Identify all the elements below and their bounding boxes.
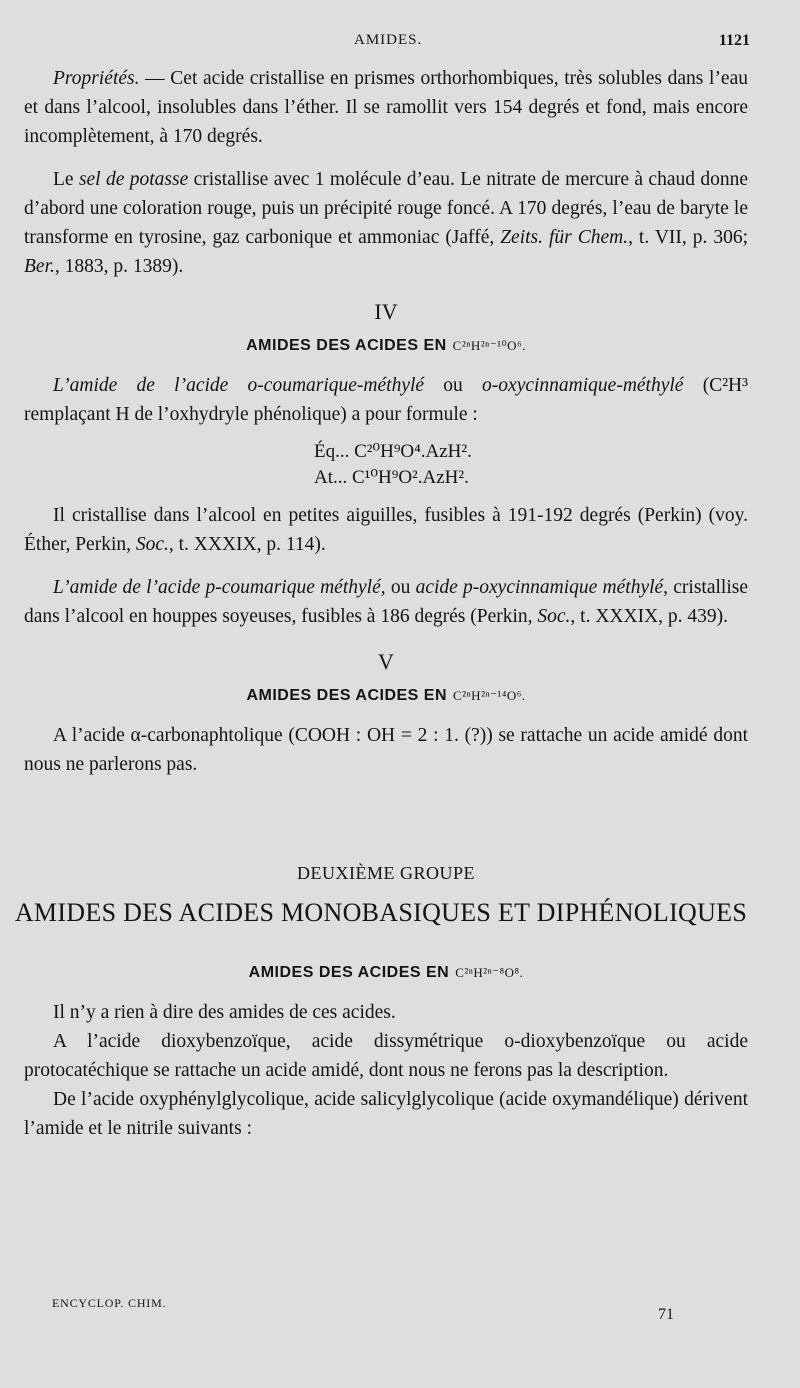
text-run: , t. VII, p. 306; bbox=[628, 227, 748, 248]
italic-term: L’amide de l’acide o-coumarique-méthylé bbox=[53, 375, 425, 396]
paragraph-properties bbox=[24, 64, 748, 151]
section-number-iv: IV bbox=[374, 299, 398, 324]
italic-term: sel de potasse bbox=[78, 169, 189, 190]
page-footer bbox=[52, 1296, 752, 1336]
italic-term: L’amide de l’acide p-coumarique méthylé, bbox=[53, 577, 386, 598]
running-title: AMIDES. bbox=[354, 32, 423, 48]
formula-block bbox=[314, 439, 748, 491]
section-title-v bbox=[24, 687, 748, 705]
journal-ref: Zeits. für Chem. bbox=[500, 227, 629, 248]
formula-atomic: At... C¹⁰H⁹O².AzH². bbox=[314, 467, 469, 488]
text-run: Le bbox=[53, 169, 79, 190]
text-run: (C²H³ remplaçant H de l’oxhydryle phénolique) a pour formule : bbox=[24, 375, 748, 425]
formula-equivalents: Éq... C²⁰H⁹O⁴.AzH². bbox=[314, 441, 472, 462]
page-header bbox=[0, 32, 800, 56]
paragraph-oxyphenylglycolic: De l’acide oxyphénylglycolique, acide salicylglycolique (acide oxymandélique) dérivent l’amide et le nitrile suivants : bbox=[24, 1089, 748, 1139]
paragraph-dioxybenzoic: A l’acide dioxybenzoïque, acide dissymétrique o-dioxybenzoïque ou acide protocatéchique se rattache un acide amidé, dont nous ne ferons pas la description. bbox=[24, 1031, 748, 1081]
paragraph-potash-salt bbox=[24, 165, 748, 281]
properties-lead: Propriétés. bbox=[53, 68, 140, 89]
page-body bbox=[14, 64, 748, 1143]
text-run: , t. XXXIX, p. 114). bbox=[168, 534, 326, 555]
group-label: DEUXIÈME GROUPE bbox=[297, 863, 475, 883]
paragraph-o-coumaric-amide bbox=[24, 371, 748, 429]
text-run: Il cristallise dans l’alcool en petites aiguilles, fusibles à 191-192 degrés (Perkin) (voy. Éther, Perkin, bbox=[24, 505, 748, 555]
text-run: , t. XXXIX, p. 439). bbox=[570, 606, 729, 627]
text-run: ou bbox=[385, 577, 416, 598]
paragraph-p-coumaric-amide bbox=[24, 573, 748, 631]
section-title-group bbox=[24, 964, 748, 982]
text-run: , 1883, p. 1389). bbox=[54, 256, 184, 277]
paragraph-nothing-to-say: Il n’y a rien à dire des amides de ces acides. bbox=[53, 1002, 396, 1023]
group-title: AMIDES DES ACIDES MONOBASIQUES ET DIPHÉNOLIQUES bbox=[14, 898, 748, 927]
page-number: 1121 bbox=[718, 32, 750, 49]
properties-text: — Cet acide cristallise en prismes orthorhombiques, très solubles dans l’eau et dans l’alcool, insolubles dans l’éther. Il se ramollit vers 154 degrés et fond, mais encore incomplètement, à 170 degrés. bbox=[24, 68, 748, 147]
section-formula: C²ⁿH²ⁿ⁻⁸O⁸. bbox=[455, 965, 524, 980]
section-title-text: AMIDES DES ACIDES EN bbox=[248, 964, 450, 981]
section-title-iv bbox=[24, 337, 748, 355]
journal-ref: Ber. bbox=[24, 256, 55, 277]
paragraph-carbonaphtolic: A l’acide α-carbonaphtolique (COOH : OH = 2 : 1. (?)) se rattache un acide amidé dont nous ne parlerons pas. bbox=[24, 725, 748, 775]
italic-term: o-oxycinnamique-méthylé bbox=[482, 375, 684, 396]
section-title-text: AMIDES DES ACIDES EN bbox=[246, 337, 447, 354]
section-number-v: V bbox=[378, 649, 394, 674]
section-formula: C²ⁿH²ⁿ⁻¹⁰O⁶. bbox=[452, 338, 526, 353]
italic-term: acide p-oxycinnamique méthylé, bbox=[415, 577, 669, 598]
text-run: ou bbox=[424, 375, 483, 396]
paragraph-crystallisation bbox=[24, 501, 748, 559]
text-run: cristallise avec 1 molécule d’eau. Le nitrate de mercure à chaud donne d’abord une coloration rouge, puis un précipité rouge foncé. A 170 degrés, l’eau de baryte le transforme en tyrosine, gaz carbonique et ammoniac (Jaffé, bbox=[24, 169, 748, 248]
footer-signature: ENCYCLOP. CHIM. bbox=[52, 1296, 167, 1310]
journal-ref: Soc. bbox=[135, 534, 169, 555]
journal-ref: Soc. bbox=[537, 606, 571, 627]
section-formula: C²ⁿH²ⁿ⁻¹⁴O⁶. bbox=[453, 688, 526, 703]
section-title-text: AMIDES DES ACIDES EN bbox=[246, 687, 448, 704]
text-run: cristallise dans l’alcool en houppes soyeuses, fusibles à 186 degrés (Perkin, bbox=[24, 577, 748, 627]
footer-sheet-number: 71 bbox=[658, 1306, 674, 1323]
